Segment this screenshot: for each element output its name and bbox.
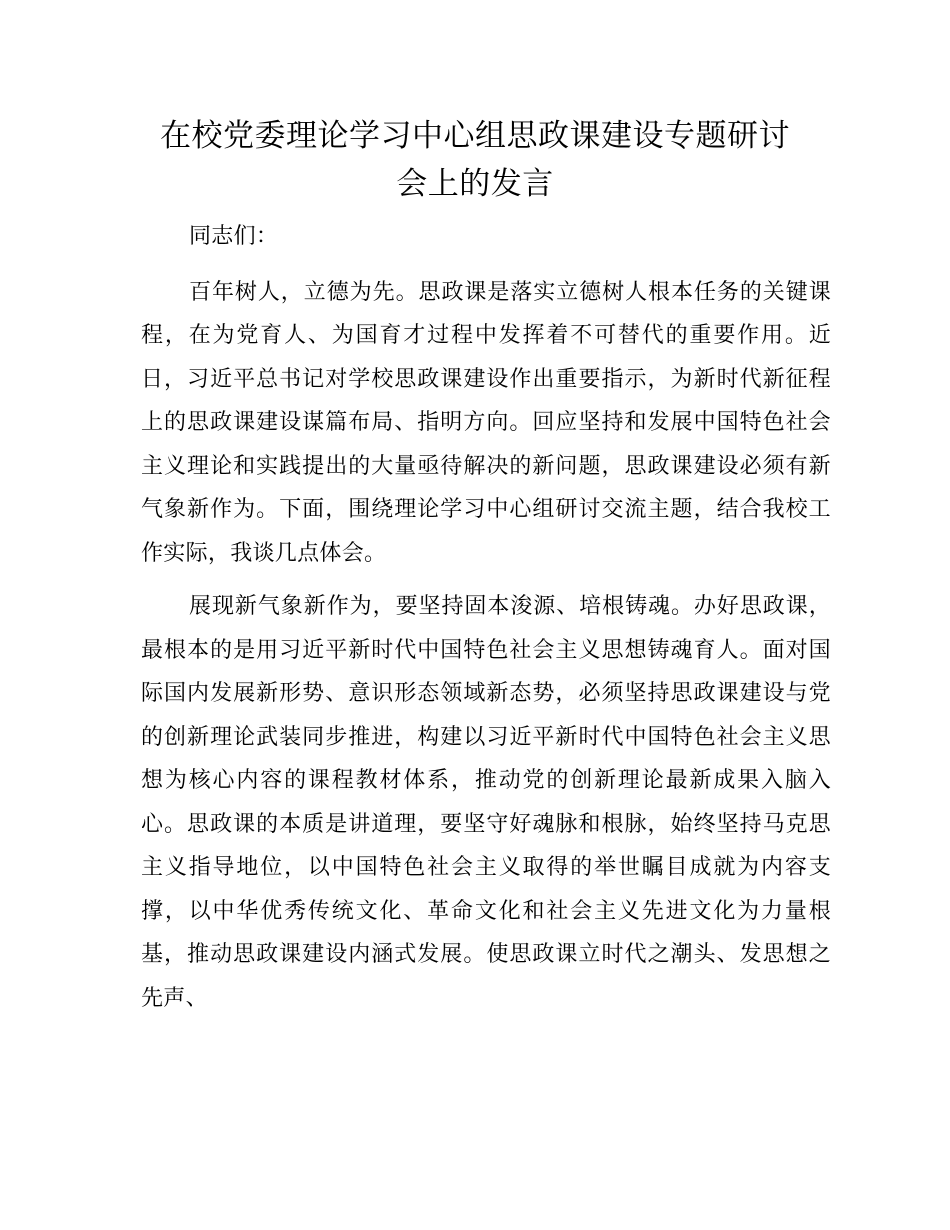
title-line-2: 会上的发言 <box>396 166 554 202</box>
paragraph-1: 百年树人，立德为先。思政课是落实立德树人根本任务的关键课程，在为党育人、为国育才过程中发挥着不可替代的重要作用。近日，习近平总书记对学校思政课建设作出重要指示，为新时代新征程上的思政课建设谋篇布局、指明方向。回应坚持和发展中国特色社会主义理论和实践提出的大量亟待解决的新问题，思政课建设必须有新气象新作为。下面，围绕理论学习中心组研讨交流主题，结合我校工作实际，我谈几点体会。 <box>141 279 831 566</box>
paragraph-2: 展现新气象新作为，要坚持固本浚源、培根铸魂。办好思政课，最根本的是用习近平新时代中国特色社会主义思想铸魂育人。面对国际国内发展新形势、意识形态领域新态势，必须坚持思政课建设与党的创新理论武装同步推进，构建以习近平新时代中国特色社会主义思想为核心内容的课程教材体系，推动党的创新理论最新成果入脑入心。思政课的本质是讲道理，要坚守好魂脉和根脉，始终坚持马克思主义指导地位，以中国特色社会主义取得的举世瞩目成就为内容支撑，以中华优秀传统文化、革命文化和社会主义先进文化为力量根基，推动思政课建设内涵式发展。使思政课立时代之潮头、发思想之先声、 <box>141 594 831 1011</box>
document-body <box>141 215 831 1020</box>
title-line-1: 在校党委理论学习中心组思政课建设专题研讨 <box>160 118 790 154</box>
greeting: 同志们： <box>189 224 279 249</box>
document-title <box>100 112 850 208</box>
